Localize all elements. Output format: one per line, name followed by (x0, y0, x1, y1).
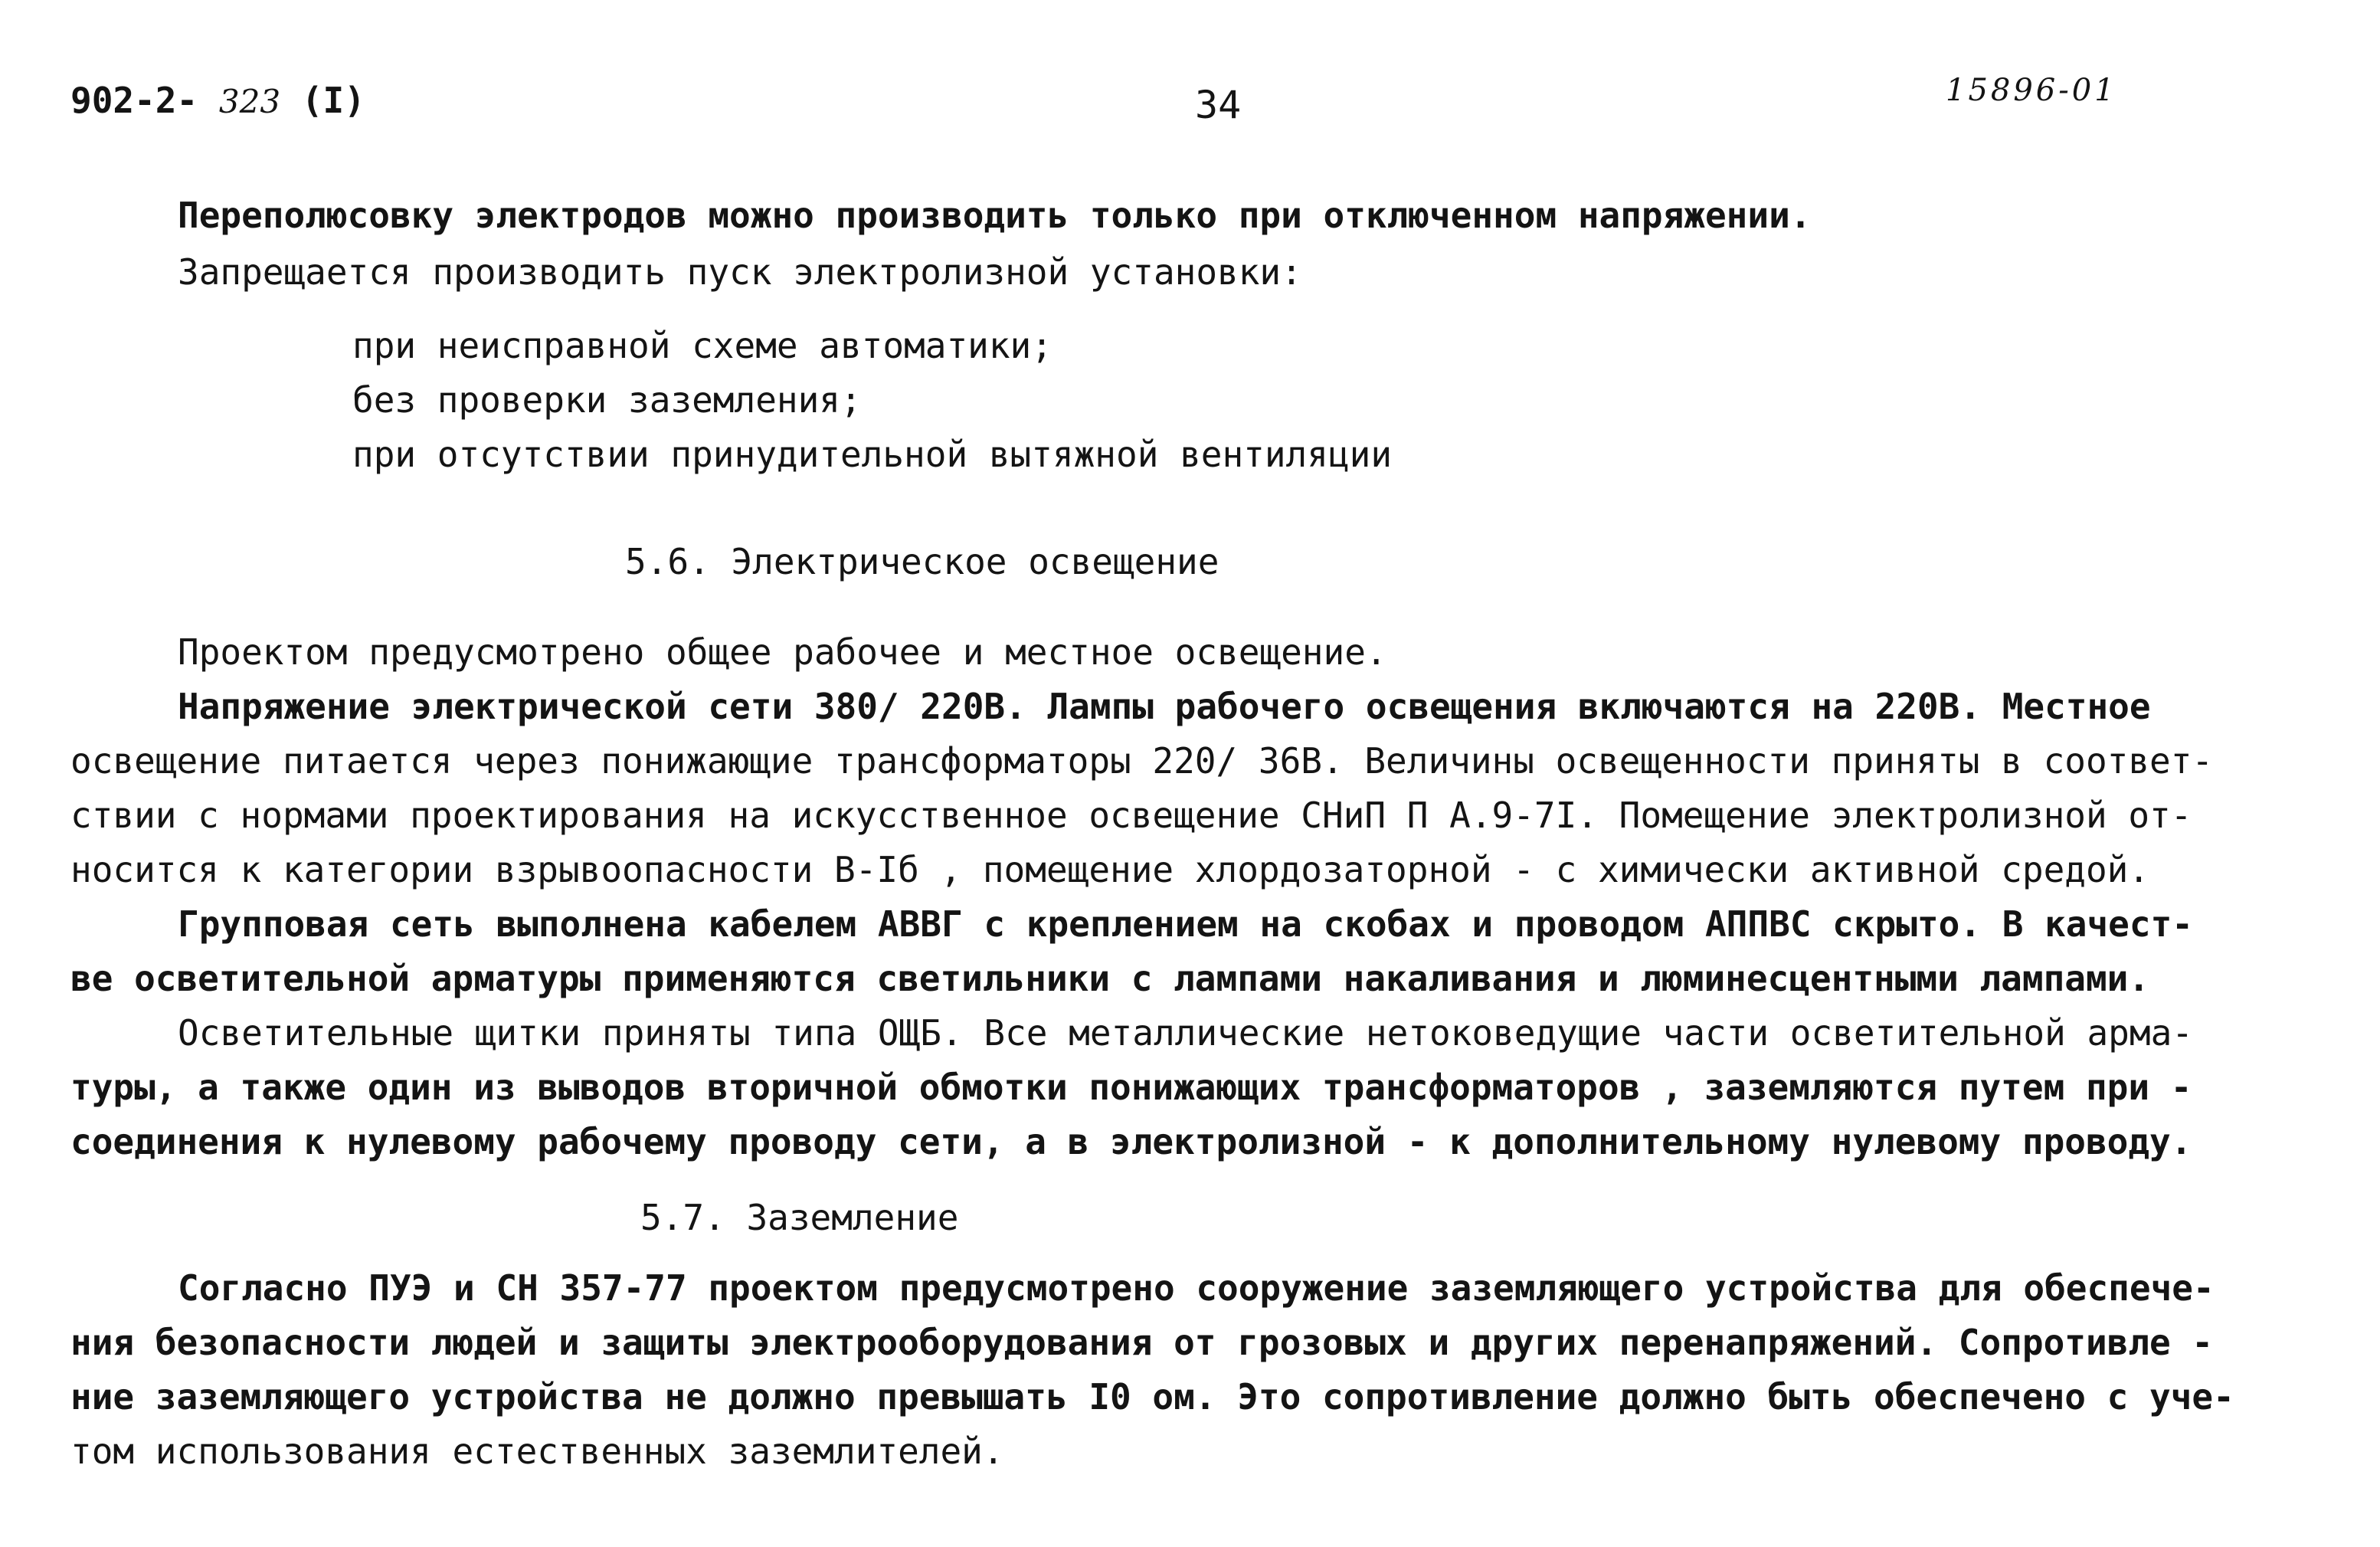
page-number: 34 (1195, 83, 1242, 127)
list-item: при неисправной схеме автоматики; (352, 325, 1053, 366)
lighting-line-5: носится к категории взрывоопасности В-Iб , помещение хлордозаторной - с химически активной средой. (70, 849, 2150, 890)
lighting-line-3: освещение питается через понижающие трансформаторы 220/ 36В. Величины освещенности приняты в соответ- (70, 740, 2214, 782)
section-heading-lighting: 5.6. Электрическое освещение (625, 541, 1219, 582)
document-code-suffix: (I) (301, 80, 365, 121)
list-item: при отсутствии принудительной вытяжной вентиляции (352, 434, 1393, 475)
lighting-line-1: Проектом предусмотрено общее рабочее и местное освещение. (178, 631, 1387, 673)
inventory-stamp: 15896-01 (1946, 73, 2117, 108)
intro-paragraph-1: Переполюсовку электродов можно производить только при отключенном напряжении. (178, 195, 1812, 236)
list-item: без проверки заземления; (352, 379, 862, 421)
grounding-line-1: Согласно ПУЭ и СН 357-77 проектом предусмотрено сооружение заземляющего устройства для обеспече- (178, 1267, 2215, 1309)
intro-paragraph-2: Запрещается производить пуск электролизной установки: (178, 251, 1302, 293)
lighting-line-10: соединения к нулевому рабочему проводу сети, а в электролизной - к дополнительному нулевому проводу. (70, 1121, 2192, 1162)
lighting-line-9: туры, а также один из выводов вторичной обмотки понижающих трансформаторов , заземляются путем при - (70, 1067, 2192, 1108)
document-code-prefix: 902-2- (70, 80, 198, 121)
lighting-line-4: ствии с нормами проектирования на искусственное освещение СНиП П А.9-7I. Помещение электролизной от- (70, 795, 2192, 836)
grounding-line-4: том использования естественных заземлителей. (70, 1431, 1004, 1472)
grounding-line-3: ние заземляющего устройства не должно превышать I0 ом. Это сопротивление должно быть обеспечено с уче- (70, 1376, 2234, 1418)
section-heading-grounding: 5.7. Заземление (640, 1197, 959, 1238)
lighting-line-2: Напряжение электрической сети 380/ 220В. Лампы рабочего освещения включаются на 220В. Местное (178, 686, 2151, 727)
grounding-line-2: ния безопасности людей и защиты электрооборудования от грозовых и других перенапряжений. Сопротивле - (70, 1322, 2214, 1363)
document-code (70, 80, 365, 121)
lighting-line-8: Осветительные щитки приняты типа ОЩБ. Все металлические нетоковедущие части осветительной арма- (178, 1012, 2193, 1054)
lighting-line-6: Групповая сеть выполнена кабелем АВВГ с креплением на скобах и проводом АППВС скрыто. В качест- (178, 903, 2193, 945)
lighting-line-7: ве осветительной арматуры применяются светильники с лампами накаливания и люминесцентными лампами. (70, 958, 2150, 999)
document-code-handwritten-number: 323 (218, 83, 281, 120)
